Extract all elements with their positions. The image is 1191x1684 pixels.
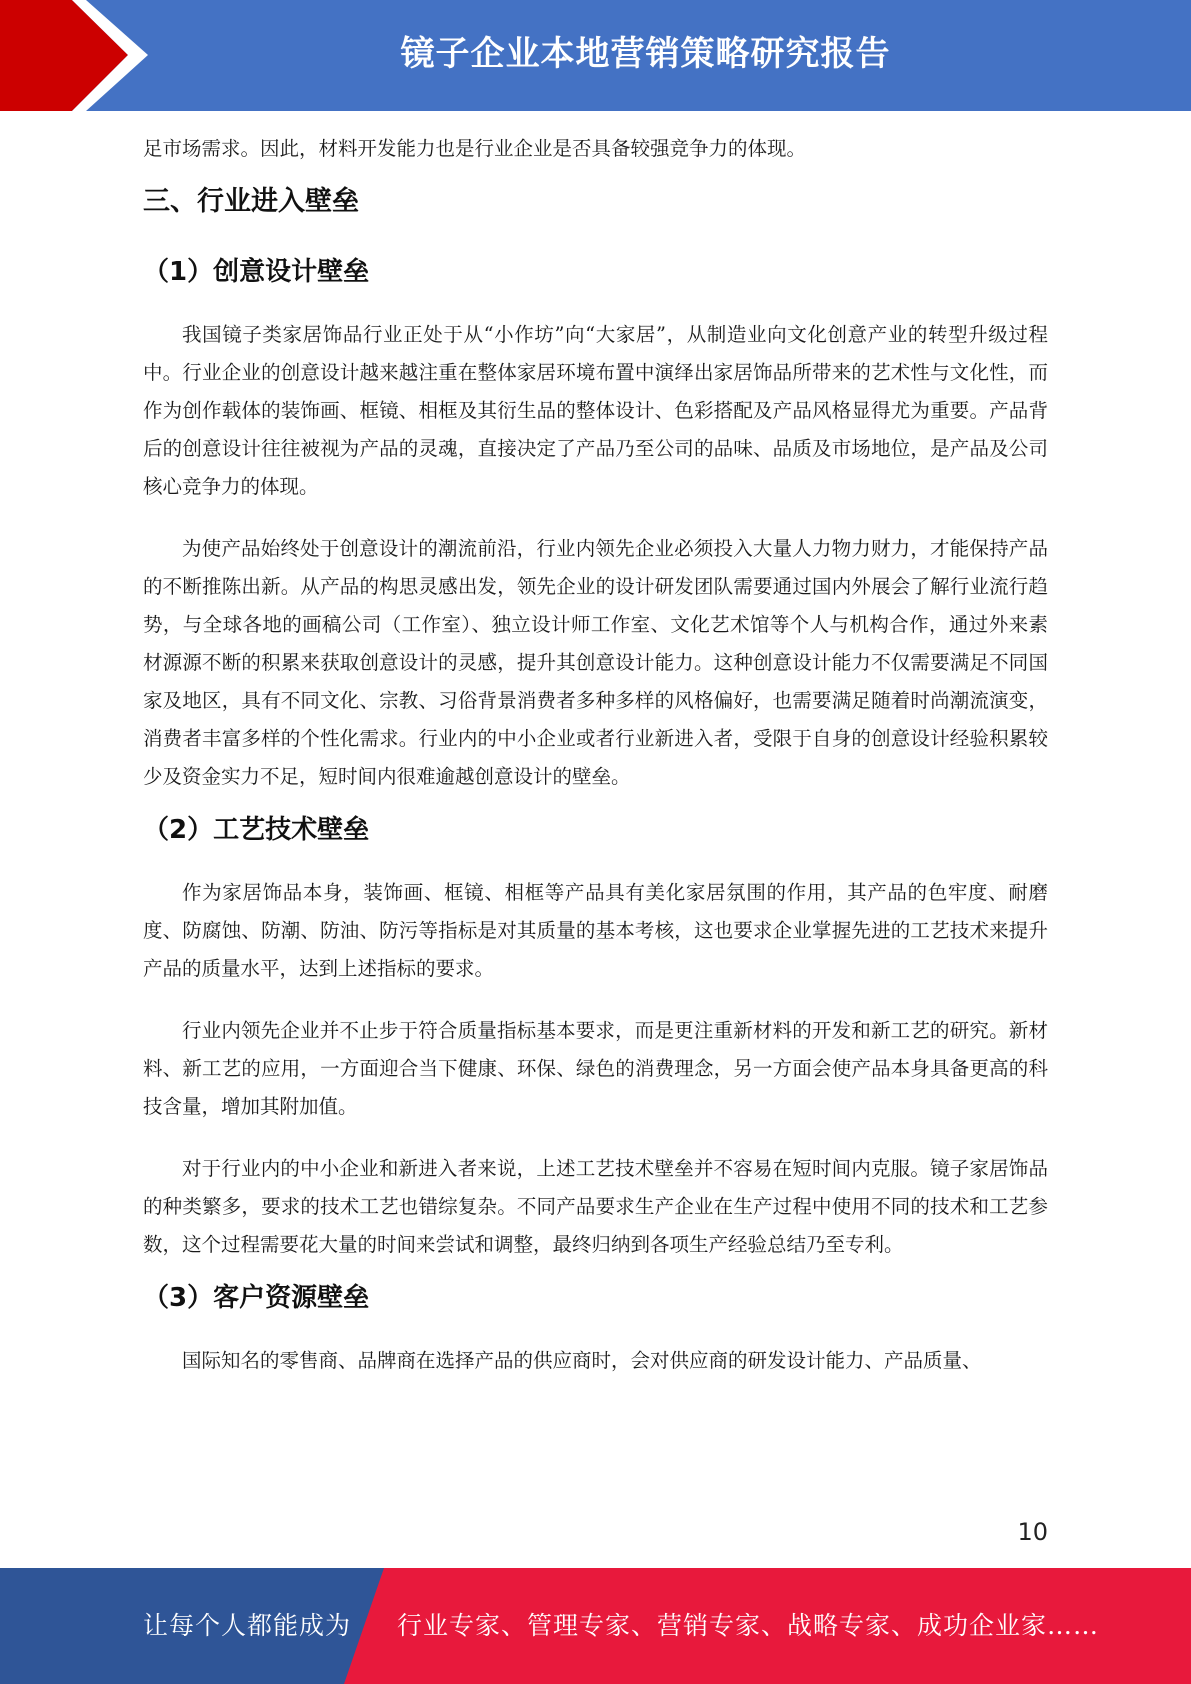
subheading-customer-resources: （3）客户资源壁垒 xyxy=(143,1283,370,1313)
paragraph-creative-design-2: 为使产品始终处于创意设计的潮流前沿，行业内领先企业必须投入大量人力物力财力，才能保持产品的不断推陈出新。从产品的构思灵感出发，领先企业的设计研发团队需要通过国内外展会了解行业流行趋势，与全球各地的画稿公司（工作室）、独立设计师工作室、文化艺术馆等个人与机构合作，通过外来素材源源不断的积累来获取创意设计的灵感，提升其创意设计能力。这种创意设计能力不仅需要满足不同国家及地区，具有不同文化、宗教、习俗背景消费者多种多样的风格偏好，也需要满足随着时尚潮流演变，消费者丰富多样的个性化需求。行业内的中小企业或者行业新进入者，受限于自身的创意设计经验积累较少及资金实力不足，短时间内很难逾越创意设计的壁垒。 xyxy=(143,537,1048,788)
paragraph-creative-design-1: 我国镜子类家居饰品行业正处于从“小作坊”向“大家居”，从制造业向文化创意产业的转型升级过程中。行业企业的创意设计越来越注重在整体家居环境布置中演绎出家居饰品所带来的艺术性与文化性，而作为创作载体的装饰画、框镜、相框及其衍生品的整体设计、色彩搭配及产品风格显得尤为重要。产品背后的创意设计往往被视为产品的灵魂，直接决定了产品乃至公司的品味、品质及市场地位，是产品及公司核心竞争力的体现。 xyxy=(143,323,1048,498)
paragraph-customer-resources-1: 国际知名的零售商、品牌商在选择产品的供应商时，会对供应商的研发设计能力、产品质量、 xyxy=(182,1349,982,1372)
page-number: 10 xyxy=(1017,1518,1048,1546)
page-header xyxy=(0,0,1191,111)
page-footer xyxy=(0,1568,1191,1684)
subheading-process-technology: （2）工艺技术壁垒 xyxy=(143,815,370,845)
paragraph-process-technology-3: 对于行业内的中小企业和新进入者来说，上述工艺技术壁垒并不容易在短时间内克服。镜子家居饰品的种类繁多，要求的技术工艺也错综复杂。不同产品要求生产企业在生产过程中使用不同的技术和工艺参数，这个过程需要花大量的时间来尝试和调整，最终归纳到各项生产经验总结乃至专利。 xyxy=(143,1157,1048,1256)
paragraph-continuation: 足市场需求。因此，材料开发能力也是行业企业是否具备较强竞争力的体现。 xyxy=(143,137,807,160)
paragraph-process-technology-1: 作为家居饰品本身，装饰画、框镜、相框等产品具有美化家居氛围的作用，其产品的色牢度、耐磨度、防腐蚀、防潮、防油、防污等指标是对其质量的基本考核，这也要求企业掌握先进的工艺技术来提升产品的质量水平，达到上述指标的要求。 xyxy=(143,881,1048,980)
section-heading-barriers: 三、行业进入壁垒 xyxy=(143,186,359,217)
document-title: 镜子企业本地营销策略研究报告 xyxy=(400,34,891,74)
paragraph-process-technology-2: 行业内领先企业并不止步于符合质量指标基本要求，而是更注重新材料的开发和新工艺的研究。新材料、新工艺的应用，一方面迎合当下健康、环保、绿色的消费理念，另一方面会使产品本身具备更高的科技含量，增加其附加值。 xyxy=(143,1019,1048,1118)
footer-slogan-right: 行业专家、管理专家、营销专家、战略专家、成功企业家…… xyxy=(397,1611,1100,1640)
footer-slogan-left: 让每个人都能成为 xyxy=(143,1611,352,1640)
page-body xyxy=(143,130,1048,1380)
subheading-creative-design: （1）创意设计壁垒 xyxy=(143,257,370,287)
